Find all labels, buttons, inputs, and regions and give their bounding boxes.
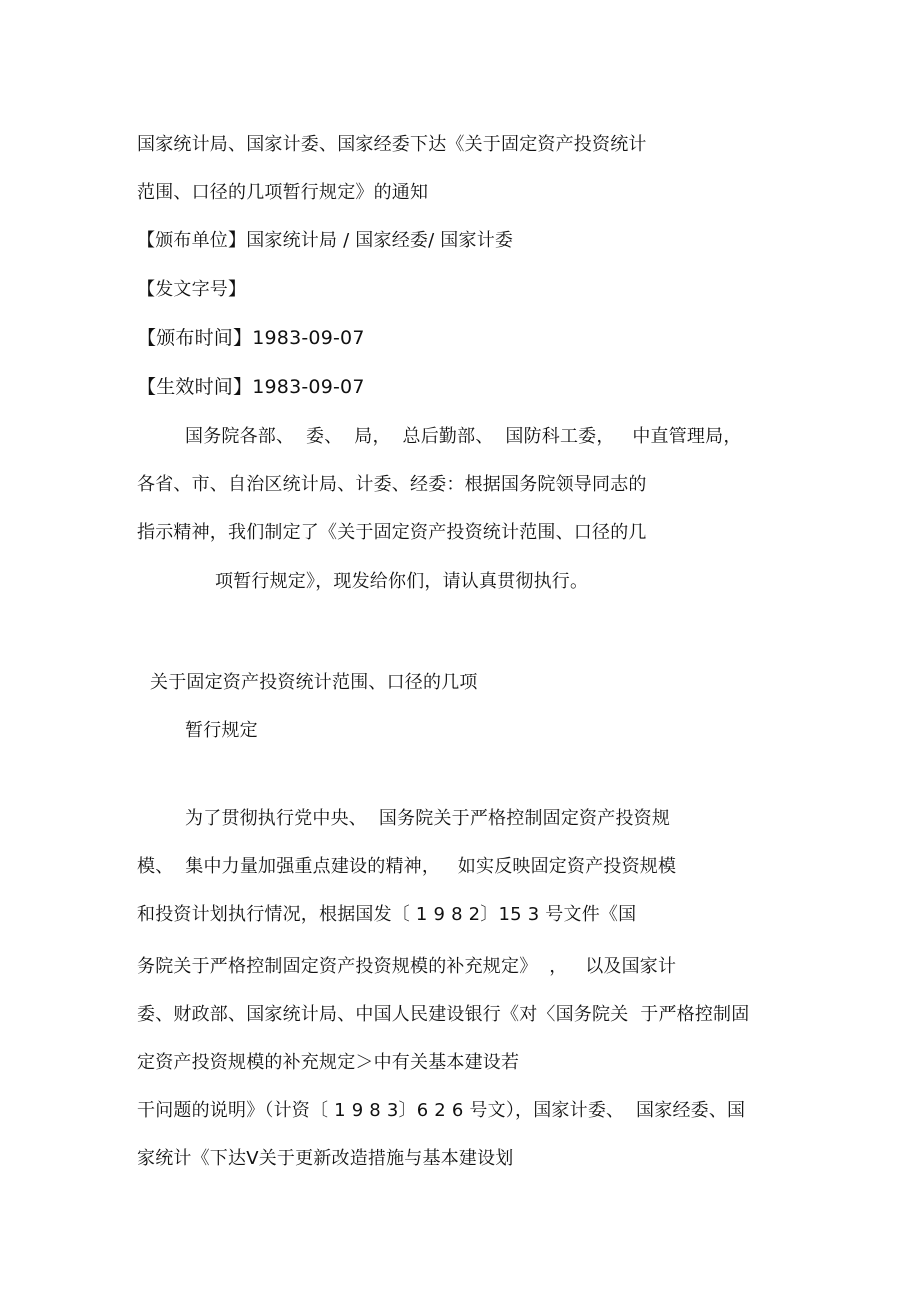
doc-number-field: 【发文字号】 (137, 279, 247, 300)
document-title-line-1: 国家统计局、国家计委、国家经委下达《关于固定资产投资统计 (137, 134, 647, 155)
regulation-body-line: 委、财政部、国家统计局、中国人民建设银行《对〈国务院关 于严格控制固 (137, 1004, 750, 1025)
notice-line-1: 国务院各部、 委、 局， 总后勤部、 国防科工委， 中直管理局， (185, 426, 742, 447)
effective-date-field: 【生效时间】1983-09-07 (137, 376, 365, 398)
notice-line-2: 各省、市、自治区统计局、计委、经委：根据国务院领导同志的 (137, 474, 647, 495)
regulation-body-line: 干问题的说明》（计资〔 1 9 8 3〕6 2 6 号文），国家计委、 国家经委、国 (137, 1100, 746, 1121)
regulation-body-line: 为了贯彻执行党中央、 国务院关于严格控制固定资产投资规 (185, 808, 671, 829)
regulation-body-line: 务院关于严格控制固定资产投资规模的补充规定》 ， 以及国家计 (137, 956, 677, 977)
issue-date-field: 【颁布时间】1983-09-07 (137, 327, 365, 349)
document-title-line-2: 范围、口径的几项暂行规定》的通知 (137, 182, 429, 203)
regulation-title-line-1: 关于固定资产投资统计范围、口径的几项 (150, 672, 478, 693)
regulation-body-line: 定资产投资规模的补充规定＞中有关基本建设若 (137, 1052, 520, 1073)
notice-line-3: 指示精神，我们制定了《关于固定资产投资统计范围、口径的几 (137, 522, 647, 543)
issuer-field: 【颁布单位】国家统计局 / 国家经委/ 国家计委 (137, 230, 514, 251)
regulation-title-line-2: 暂行规定 (185, 720, 258, 741)
regulation-body-line: 模、 集中力量加强重点建设的精神， 如实反映固定资产投资规模 (137, 856, 677, 877)
regulation-body-line: 家统计《下达Ⅴ关于更新改造措施与基本建设划 (137, 1148, 514, 1169)
notice-line-4: 项暂行规定》，现发给你们，请认真贯彻执行。 (215, 571, 589, 592)
regulation-body-line: 和投资计划执行情况，根据国发〔 1 9 8 2〕15 3 号文件《国 (137, 904, 637, 925)
